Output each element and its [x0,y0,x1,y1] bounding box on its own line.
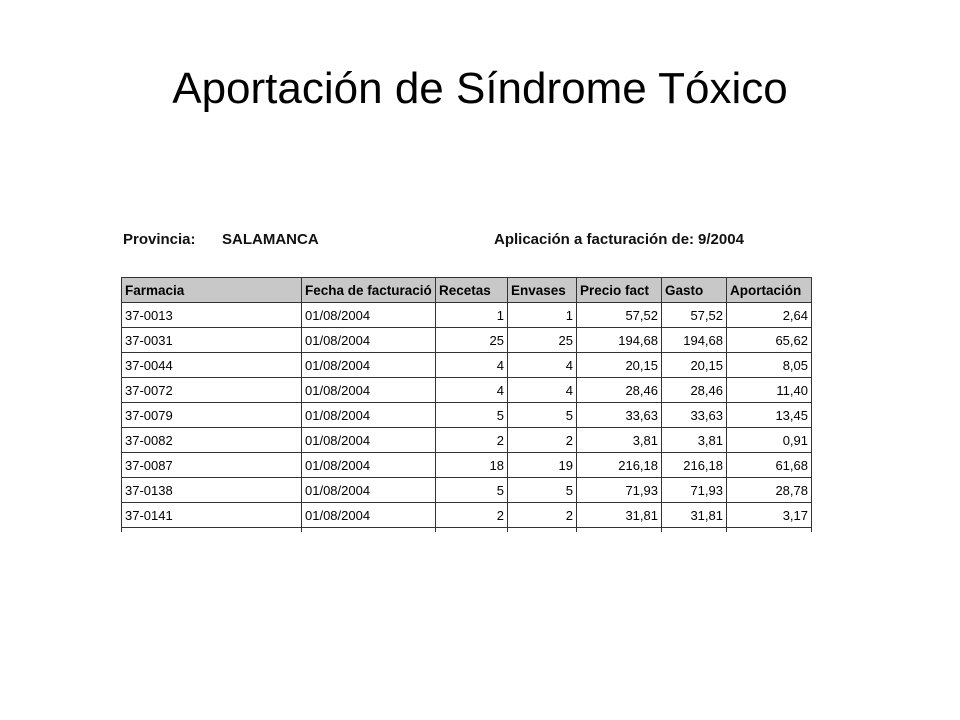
cell-fecha: 01/08/2004 [302,328,436,353]
cell-farmacia: 37-0031 [122,328,302,353]
cell-gasto: 28,46 [662,378,727,403]
table-row [122,428,812,453]
cell-aportacion: 61,68 [727,453,812,478]
cell-farmacia: 37-0044 [122,353,302,378]
table-body [122,303,812,533]
cell-precio: 28,46 [577,378,662,403]
cell-aportacion: 11,40 [727,378,812,403]
cell-gasto: 57,52 [662,303,727,328]
cell-gasto: 216,18 [662,453,727,478]
cell-envases: 25 [508,328,577,353]
cell-fecha: 01/08/2004 [302,303,436,328]
cell-gasto: 194,68 [662,328,727,353]
cell-envases: 2 [508,503,577,528]
cell-fecha: 01/08/2004 [302,378,436,403]
column-header-precio: Precio fact [577,278,662,303]
cell-farmacia: 37-0087 [122,453,302,478]
table-row [122,378,812,403]
column-header-fecha: Fecha de facturació [302,278,436,303]
cell-cropped [122,528,302,533]
cell-cropped [662,528,727,533]
cell-fecha: 01/08/2004 [302,478,436,503]
cell-fecha: 01/08/2004 [302,353,436,378]
cell-farmacia: 37-0072 [122,378,302,403]
column-header-aportacion: Aportación [727,278,812,303]
cell-farmacia: 37-0079 [122,403,302,428]
cell-precio: 194,68 [577,328,662,353]
cell-cropped [302,528,436,533]
cell-farmacia: 37-0141 [122,503,302,528]
table-row [122,353,812,378]
cell-fecha: 01/08/2004 [302,403,436,428]
cell-envases: 19 [508,453,577,478]
cell-farmacia: 37-0013 [122,303,302,328]
table-row [122,503,812,528]
cell-envases: 5 [508,478,577,503]
cell-envases: 4 [508,353,577,378]
table-row [122,453,812,478]
cell-farmacia: 37-0138 [122,478,302,503]
cell-gasto: 20,15 [662,353,727,378]
cell-gasto: 71,93 [662,478,727,503]
cell-recetas: 4 [436,378,508,403]
cell-aportacion: 8,05 [727,353,812,378]
column-header-farmacia: Farmacia [122,278,302,303]
column-header-gasto: Gasto [662,278,727,303]
aplicacion-facturacion [494,231,744,248]
aplicacion-value: 9/2004 [698,231,744,248]
cell-cropped [436,528,508,533]
billing-table [121,277,812,532]
cell-fecha: 01/08/2004 [302,428,436,453]
cell-precio: 216,18 [577,453,662,478]
cell-recetas: 2 [436,503,508,528]
cell-aportacion: 28,78 [727,478,812,503]
table-row-cropped [122,528,812,533]
slide-title: Aportación de Síndrome Tóxico [172,64,788,113]
cell-envases: 2 [508,428,577,453]
cell-recetas: 4 [436,353,508,378]
cell-gasto: 31,81 [662,503,727,528]
table-row [122,328,812,353]
table-header-row [122,278,812,303]
cell-cropped [727,528,812,533]
cell-aportacion: 13,45 [727,403,812,428]
table-row [122,303,812,328]
provincia-value: SALAMANCA [222,231,319,248]
cell-farmacia: 37-0082 [122,428,302,453]
cell-envases: 4 [508,378,577,403]
cell-precio: 20,15 [577,353,662,378]
report-header [121,226,821,250]
cell-aportacion: 3,17 [727,503,812,528]
cell-envases: 5 [508,403,577,428]
cell-recetas: 25 [436,328,508,353]
cell-fecha: 01/08/2004 [302,453,436,478]
cell-aportacion: 65,62 [727,328,812,353]
cell-precio: 33,63 [577,403,662,428]
cell-gasto: 3,81 [662,428,727,453]
cell-recetas: 5 [436,478,508,503]
aplicacion-label: Aplicación a facturación de: [494,231,695,248]
cell-recetas: 5 [436,403,508,428]
column-header-recetas: Recetas [436,278,508,303]
cell-precio: 31,81 [577,503,662,528]
provincia-label: Provincia: [123,231,196,248]
cell-envases: 1 [508,303,577,328]
cell-precio: 57,52 [577,303,662,328]
cell-aportacion: 2,64 [727,303,812,328]
cell-recetas: 18 [436,453,508,478]
cell-cropped [508,528,577,533]
column-header-envases: Envases [508,278,577,303]
cell-precio: 3,81 [577,428,662,453]
cell-precio: 71,93 [577,478,662,503]
cell-fecha: 01/08/2004 [302,503,436,528]
table-row [122,403,812,428]
cell-cropped [577,528,662,533]
report-image [121,226,821,523]
cell-recetas: 1 [436,303,508,328]
cell-recetas: 2 [436,428,508,453]
cell-aportacion: 0,91 [727,428,812,453]
table-row [122,478,812,503]
cell-gasto: 33,63 [662,403,727,428]
